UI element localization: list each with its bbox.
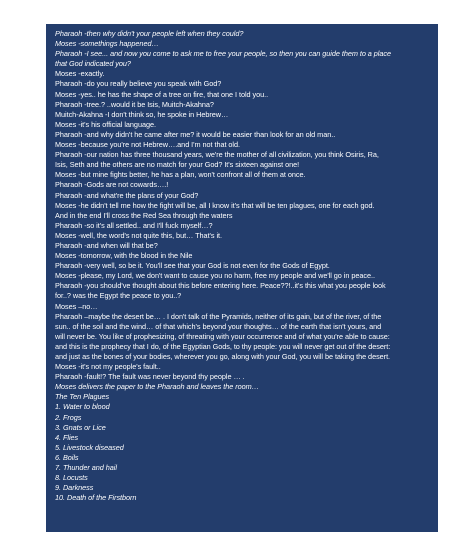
text-line: Moses -it's his official language.	[55, 119, 156, 129]
text-line: Moses -please, my Lord, we don't want to cause you no harm, free my people and we'll go in peace..	[55, 271, 375, 281]
text-line: Moses -but mine fights better, he has a plan, won't confront all of them at once.	[55, 170, 306, 180]
text-line: Moses -tomorrow, with the blood in the Nile	[55, 251, 193, 261]
text-line: that God indicated you?	[55, 59, 131, 69]
text-line: 10. Death of the Firstborn	[55, 493, 137, 503]
text-line: Pharaoh -then why didn't your people left when they could?	[55, 29, 244, 38]
text-line: Moses -he didn't tell me how the fight will be, all I know it's that will be ten plagues, one for each god.	[55, 200, 375, 210]
text-line: Moses -yes.. he has the shape of a tree on fire, that one I told you..	[55, 89, 269, 99]
text-line: Moses -it's not my people's fault..	[55, 362, 161, 372]
text-line: The Ten Plagues	[55, 392, 110, 402]
text-line: Muitch-Akahna -I don't think so, he spoke in Hebrew…	[55, 109, 229, 119]
text-line: for..? was the Egypt the peace to you..?	[55, 291, 182, 301]
text-line: Moses -exactly.	[55, 69, 105, 79]
text-line: 8. Locusts	[55, 473, 88, 483]
text-line: sun.. of the soil and the wind… of that which's beyond your thoughts… of the earth that isn't yours, and	[55, 321, 382, 331]
text-line: Pharaoh -our nation has three thousand years, we're the mother of all civilization, you think Osiris, Ra,	[55, 150, 379, 160]
text-line: Pharaoh -fault!? The fault was never beyond thy people … .	[55, 372, 245, 382]
text-line: and just as the bones of your bodies, wherever you go, along with your God, you will be taking the desert.	[55, 352, 391, 361]
text-line: Moses delivers the paper to the Pharaoh and leaves the room…	[55, 382, 259, 392]
text-line: Moses –no…	[55, 301, 98, 311]
text-line: Pharaoh -tree.? ..would it be Isis, Muitch-Akahna?	[55, 99, 214, 109]
text-line: 4. Flies	[55, 432, 79, 442]
text-line: Pharaoh –maybe the desert be… . I don't talk of the Pyramids, neither of its gain, but of the river, of the	[55, 311, 382, 321]
text-line: Moses -well, the word's not quite this, but… That's it.	[55, 230, 222, 240]
text-line: Pharaoh -and why didn't he came after me? it would be easier than look for an old man..	[55, 129, 336, 139]
text-line: and this is the prophecy that I do, of the Egyptian Gods, to thy people: you will never get out of the desert:	[55, 341, 391, 351]
text-line: will never be. You like of prophesizing, of threating with your occurrence and of what you're able to cause:	[55, 331, 390, 341]
text-line: Isis, Seth and the others are no match for your God? It's sixteen against one!	[55, 160, 300, 170]
text-line: And in the end I'll cross the Red Sea through the waters	[55, 210, 233, 220]
text-line: Pharaoh -very well, so be it. You'll see that your God is not even for the Gods of Egypt.	[55, 261, 330, 271]
text-line: 7. Thunder and hail	[55, 463, 117, 473]
text-line: Moses -somethings happened…	[55, 39, 159, 49]
text-line: Pharaoh -you should've thought about this before entering here. Peace??!..it's this what you people look	[55, 281, 386, 291]
text-line: Pharaoh -and what're the plans of your God?	[55, 190, 199, 200]
text-line: Pharaoh -Gods are not cowards….!	[55, 180, 169, 190]
text-line: 2. Frogs	[55, 412, 82, 422]
text-line: Pharaoh -so it's all settled.. and I'll fuck myself…?	[55, 220, 213, 230]
text-line: Pharaoh -I see... and now you come to ask me to free your people, so then you can guide them to a place	[55, 49, 391, 59]
text-line: Pharaoh -do you really believe you speak with God?	[55, 79, 222, 89]
script-text-panel	[46, 24, 438, 532]
text-line: Moses -because you're not Hebrew….and I'm not that old.	[55, 140, 240, 150]
text-line: 1. Water to blood	[55, 402, 110, 412]
text-line: 3. Gnats or Lice	[55, 422, 106, 432]
text-line: 6. Boils	[55, 452, 79, 462]
text-line: 9. Darkness	[55, 483, 94, 493]
text-line: Pharaoh -and when will that be?	[55, 240, 158, 250]
text-line: 5. Livestock diseased	[55, 442, 124, 452]
